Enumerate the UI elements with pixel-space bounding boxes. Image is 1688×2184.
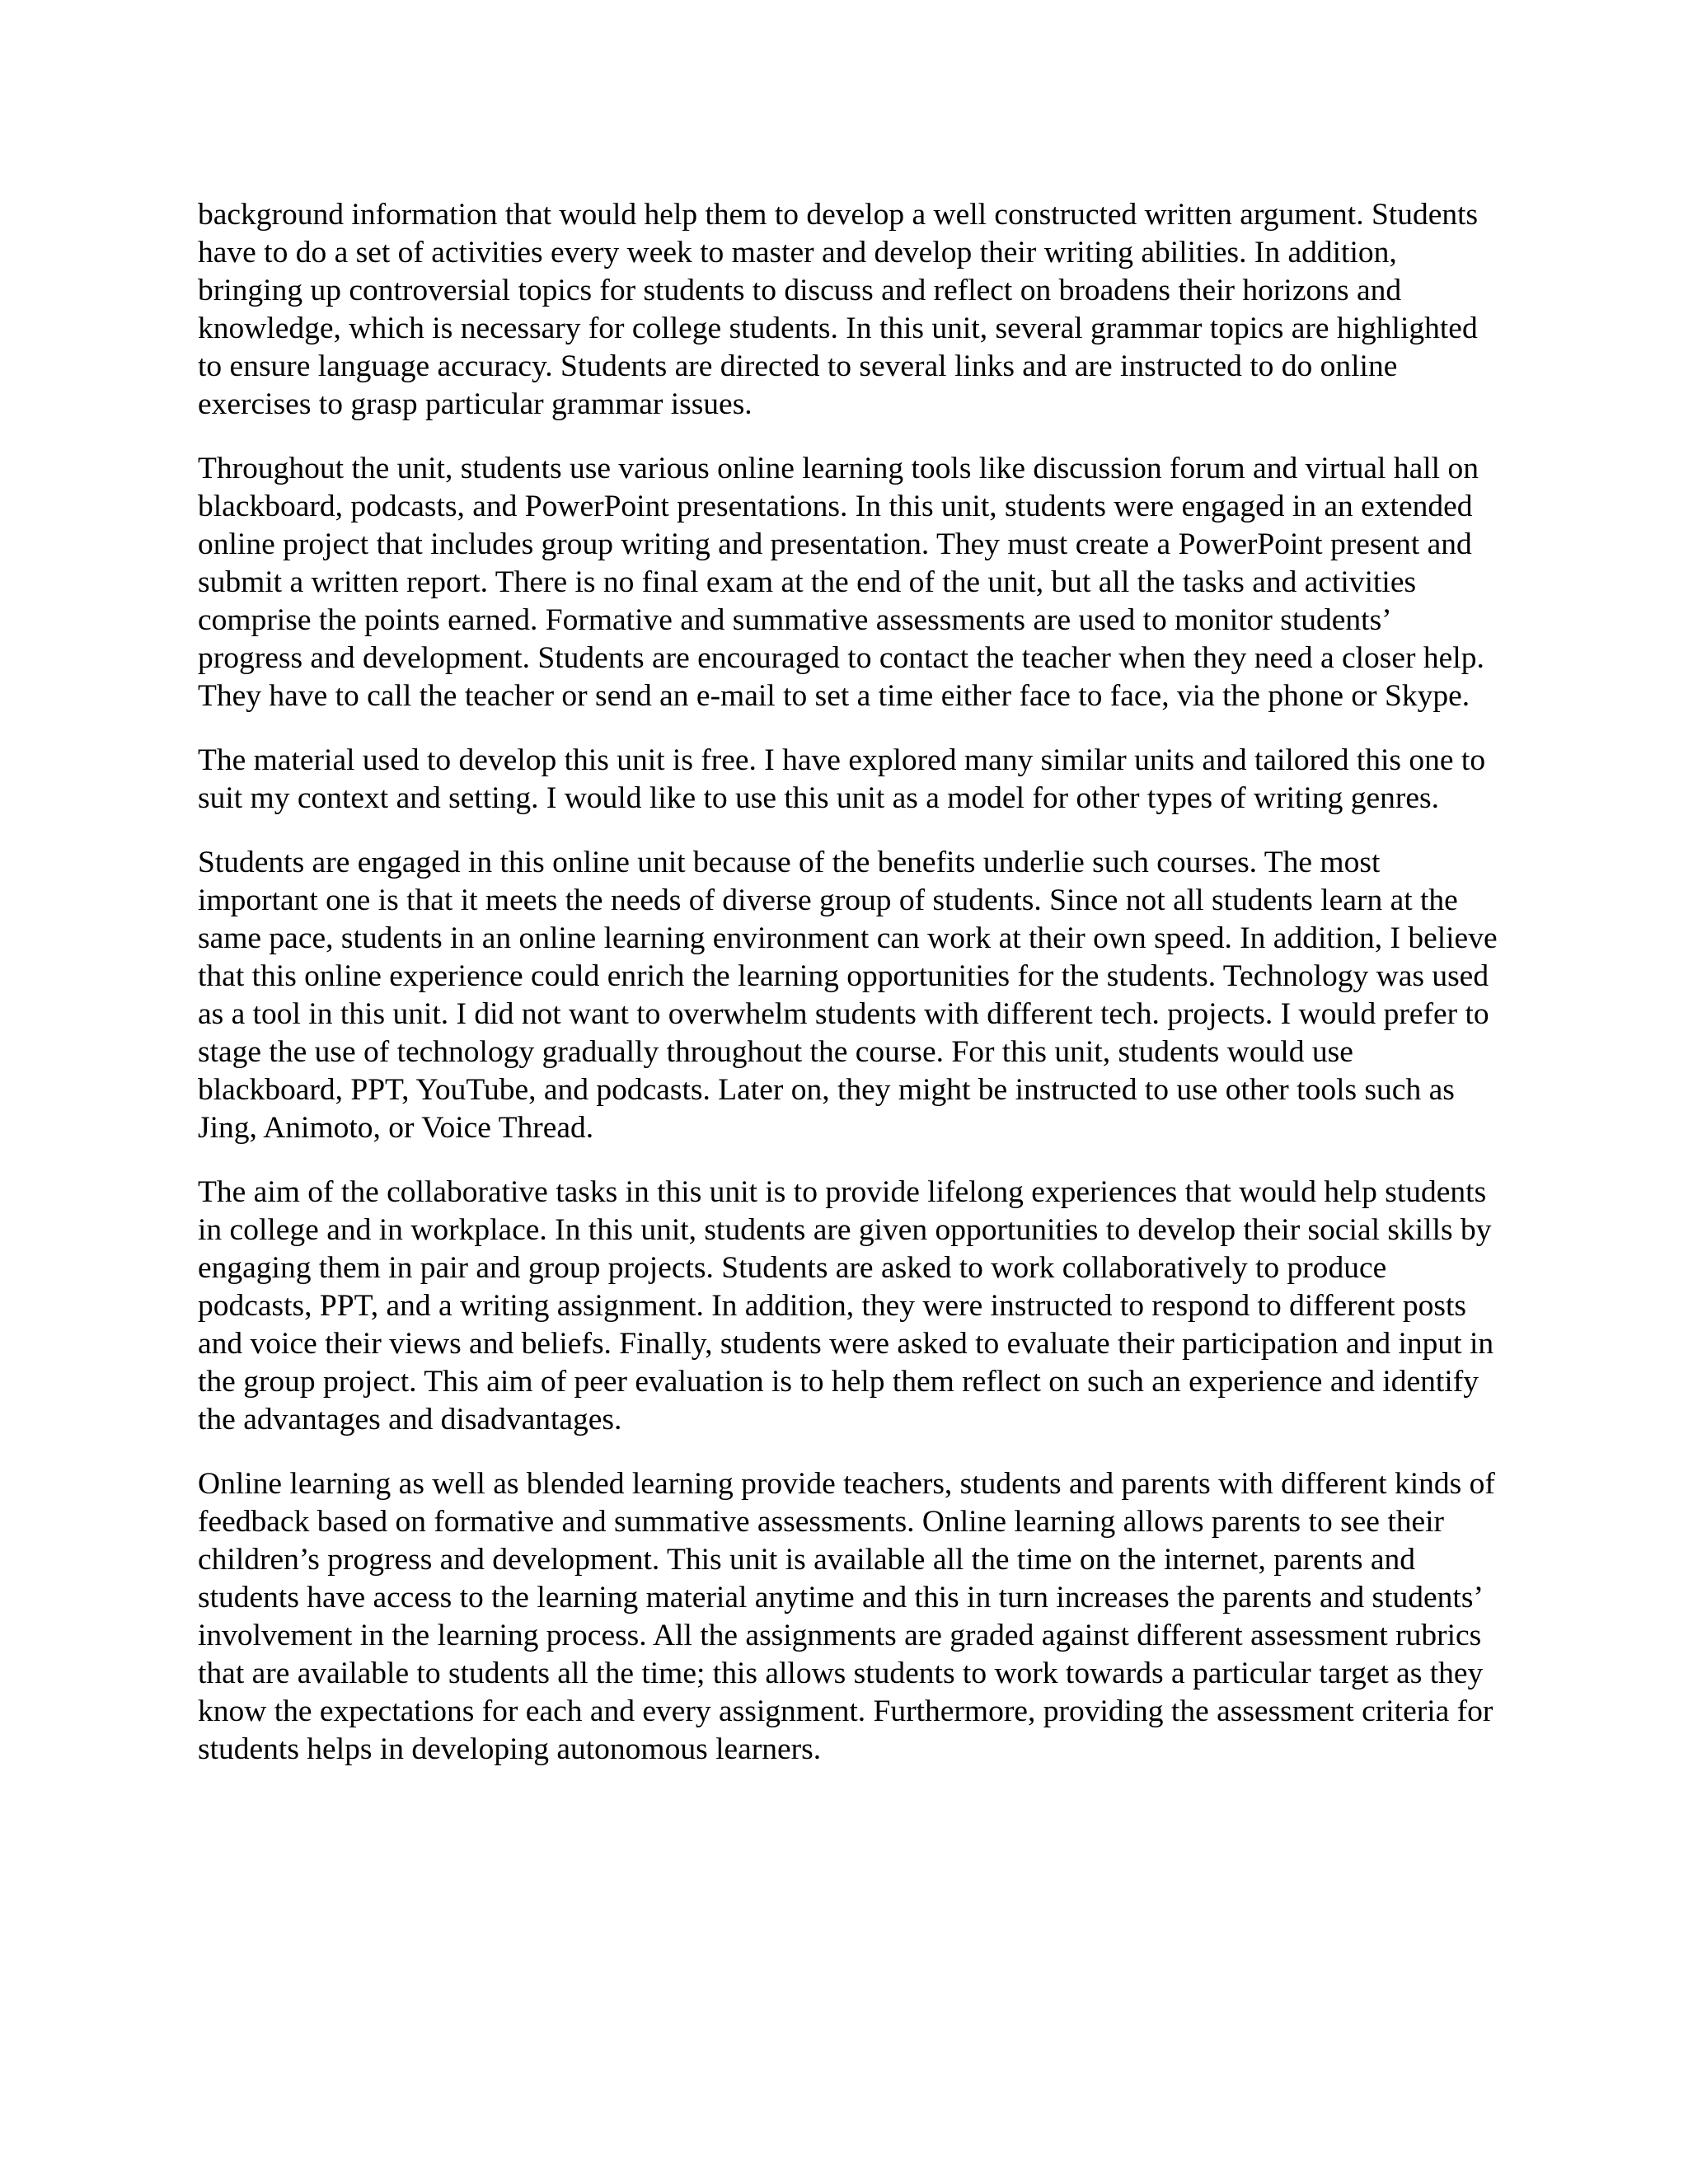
- paragraph-1: background information that would help them to develop a well constructed written argument. Students have to do a set of activities every week to master and develop their writing abilities. In addition, bringing up controversial topics for students to discuss and reflect on broadens their horizons and knowledge, which is necessary for college students. In this unit, several grammar topics are highlighted to ensure language accuracy. Students are directed to several links and are instructed to do online exercises to grasp particular grammar issues.: [198, 198, 1479, 421]
- paragraph-5: The aim of the collaborative tasks in this unit is to provide lifelong experiences that would help students in college and in workplace. In this unit, students are given opportunities to develop their social skills by engaging them in pair and group projects. Students are asked to work collaboratively to produce podcasts, PPT, and a writing assignment. In addition, they were instructed to respond to different posts and voice their views and beliefs. Finally, students were asked to evaluate their participation and input in the group project. This aim of peer evaluation is to help them reflect on such an experience and identify the advantages and disadvantages.: [198, 1175, 1494, 1436]
- paragraph-3: The material used to develop this unit is free. I have explored many similar units and tailored this one to suit my context and setting. I would like to use this unit as a model for other types of writing genres.: [198, 743, 1486, 815]
- paragraph-6: Online learning as well as blended learning provide teachers, students and parents with different kinds of feedback based on formative and summative assessments. Online learning allows parents to see their children’s progress and development. This unit is available all the time on the internet, parents and students have access to the learning material anytime and this in turn increases the parents and students’ involvement in the learning process. All the assignments are graded against different assessment rubrics that are available to students all the time; this allows students to work towards a particular target as they know the expectations for each and every assignment. Furthermore, providing the assessment criteria for students helps in developing autonomous learners.: [198, 1467, 1495, 1766]
- paragraph-2: Throughout the unit, students use various online learning tools like discussion forum and virtual hall on blackboard, podcasts, and PowerPoint presentations. In this unit, students were engaged in an extended online project that includes group writing and presentation. They must create a PowerPoint present and submit a written report. There is no final exam at the end of the unit, but all the tasks and activities comprise the points earned. Formative and summative assessments are used to monitor students’ progress and development. Students are encouraged to contact the teacher when they need a closer help. They have to call the teacher or send an e-mail to set a time either face to face, via the phone or Skype.: [198, 452, 1484, 713]
- body-text: [198, 196, 1500, 1795]
- paragraph-4: Students are engaged in this online unit because of the benefits underlie such courses. The most important one is that it meets the needs of diverse group of students. Since not all students learn at the same pace, students in an online learning environment can work at their own speed. In addition, I believe that this online experience could enrich the learning opportunities for the students. Technology was used as a tool in this unit. I did not want to overwhelm students with different tech. projects. I would prefer to stage the use of technology gradually throughout the course. For this unit, students would use blackboard, PPT, YouTube, and podcasts. Later on, they might be instructed to use other tools such as Jing, Animoto, or Voice Thread.: [198, 846, 1498, 1145]
